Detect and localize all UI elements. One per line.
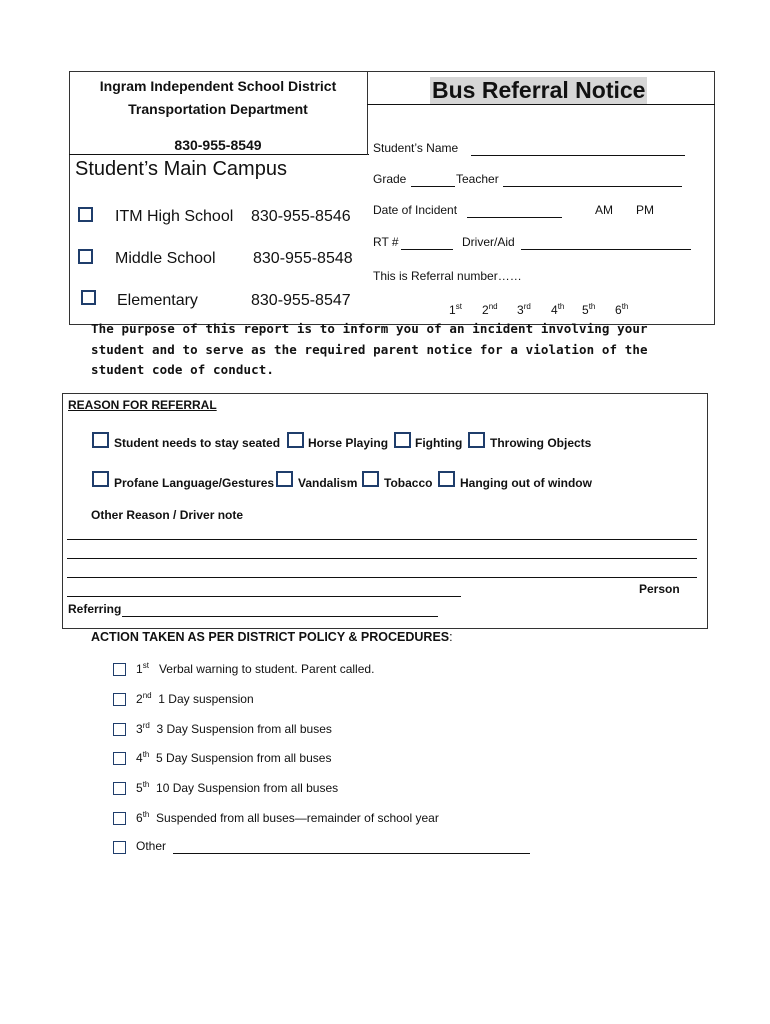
ordinal-suffix: th [142,780,150,789]
reason-heading: REASON FOR REFERRAL [68,398,217,412]
ordinal-number: 5 [582,303,589,317]
ordinal-number: 2 [482,303,489,317]
grade-label: Grade [373,172,407,186]
teacher-label: Teacher [456,172,499,186]
ordinal-suffix: rd [523,302,531,311]
ordinal-number: 6 [615,303,622,317]
campus-elementary-phone: 830-955-8547 [251,292,351,309]
rt-field[interactable] [401,249,453,250]
reason-horseplay-label: Horse Playing [308,436,389,450]
action-text: 3 Day Suspension from all buses [156,722,332,736]
ordinal-number: 5 [136,781,143,795]
action-5-checkbox[interactable] [113,782,126,795]
action-other-label: Other [136,839,167,853]
purpose-line-3: student code of conduct. [91,362,275,377]
reason-vandalism-label: Vandalism [298,476,358,490]
action-2-checkbox[interactable] [113,693,126,706]
campus-high-label: ITM High School [115,208,234,225]
reason-throwing-checkbox[interactable] [468,432,485,448]
referring-label: Referring [68,602,122,616]
student-name-label: Student’s Name [373,141,459,155]
action-other-field[interactable] [173,853,530,854]
other-reason-label: Other Reason / Driver note [91,508,244,522]
action-3-checkbox[interactable] [113,723,126,736]
referral-number-label: This is Referral number…… [373,269,522,283]
reason-throwing-label: Throwing Objects [490,436,592,450]
purpose-line-1: The purpose of this report is to inform you of an incident involving your [91,321,648,336]
teacher-field[interactable] [503,186,682,187]
ordinal-number: 2 [136,692,143,706]
referral-number-1[interactable] [449,302,462,317]
ordinal-suffix: rd [142,721,150,730]
action-heading-text: ACTION TAKEN AS PER DISTRICT POLICY & PROCEDURES [91,630,450,644]
action-text: 5 Day Suspension from all buses [156,751,332,765]
action-5-label [136,780,338,795]
campus-high-phone: 830-955-8546 [251,208,351,225]
ordinal-suffix: th [621,302,629,311]
ordinal-number: 3 [517,303,524,317]
ordinal-suffix: st [142,661,149,670]
ordinal-suffix: nd [142,691,152,700]
date-field[interactable] [467,217,562,218]
page-title-text: Bus Referral Notice [432,77,646,103]
action-text: 10 Day Suspension from all buses [156,781,339,795]
ordinal-number: 4 [136,751,143,765]
action-4-checkbox[interactable] [113,752,126,765]
note-line[interactable] [67,596,461,597]
campus-elementary-label: Elementary [117,292,198,309]
note-line[interactable] [67,539,697,540]
ordinal-suffix: th [588,302,596,311]
action-6-label [136,810,439,825]
note-line[interactable] [67,558,697,559]
action-heading-colon: : [449,630,453,644]
driver-label: Driver/Aid [462,235,515,249]
reason-seated-checkbox[interactable] [92,432,109,448]
am-label[interactable]: AM [595,203,613,217]
reason-fighting-checkbox[interactable] [394,432,411,448]
district-name: Ingram Independent School District [99,78,337,94]
referral-number-5[interactable] [582,302,595,317]
reason-window-label: Hanging out of window [460,476,592,490]
referral-number-3[interactable] [517,302,531,317]
department-name: Transportation Department [128,101,308,117]
reason-profane-label: Profane Language/Gestures [114,476,275,490]
action-heading [91,630,453,644]
campus-high-checkbox[interactable] [78,207,93,222]
note-line[interactable] [67,577,697,578]
purpose-line-2: student and to serve as the required parent notice for a violation of the [91,342,648,357]
person-label: Person [639,582,680,596]
ordinal-number: 1 [449,303,456,317]
referring-field[interactable] [122,616,438,617]
action-text: 1 Day suspension [158,692,254,706]
campus-heading: Student’s Main Campus [75,158,287,180]
date-label: Date of Incident [373,203,458,217]
ordinal-suffix: nd [488,302,498,311]
pm-label[interactable]: PM [636,203,654,217]
reason-vandalism-checkbox[interactable] [276,471,293,487]
action-text: Verbal warning to student. Parent called. [158,662,375,676]
ordinal-suffix: st [455,302,462,311]
ordinal-suffix: th [142,810,150,819]
campus-middle-label: Middle School [115,250,216,267]
reason-seated-label: Student needs to stay seated [114,436,281,450]
reason-horseplay-checkbox[interactable] [287,432,304,448]
reason-profane-checkbox[interactable] [92,471,109,487]
referral-number-4[interactable] [551,302,564,317]
ordinal-number: 4 [551,303,558,317]
reason-window-checkbox[interactable] [438,471,455,487]
left-column-divider [367,71,368,155]
grade-field[interactable] [411,186,455,187]
student-name-field[interactable] [471,155,685,156]
action-2-label [136,691,254,706]
ordinal-number: 1 [136,662,143,676]
ordinal-suffix: th [557,302,565,311]
reason-tobacco-label: Tobacco [384,476,433,490]
action-other-checkbox[interactable] [113,841,126,854]
action-text: Suspended from all buses—remainder of school year [156,811,439,825]
campus-middle-phone: 830-955-8548 [253,250,353,267]
ordinal-suffix: th [142,750,150,759]
action-1-label [136,661,374,676]
ordinal-number: 3 [136,722,143,736]
action-1-checkbox[interactable] [113,663,126,676]
driver-field[interactable] [521,249,691,250]
action-3-label [136,721,332,736]
reason-tobacco-checkbox[interactable] [362,471,379,487]
district-phone: 830-955-8549 [174,137,262,153]
action-6-checkbox[interactable] [113,812,126,825]
ordinal-number: 6 [136,811,143,825]
title-divider [367,104,715,105]
referral-number-6[interactable] [615,302,628,317]
rt-label: RT # [373,235,399,249]
campus-middle-checkbox[interactable] [78,249,93,264]
page-title [430,77,647,104]
campus-elementary-checkbox[interactable] [81,290,96,305]
action-4-label [136,750,331,765]
referral-number-2[interactable] [482,302,498,317]
reason-fighting-label: Fighting [415,436,463,450]
divider [69,154,369,155]
